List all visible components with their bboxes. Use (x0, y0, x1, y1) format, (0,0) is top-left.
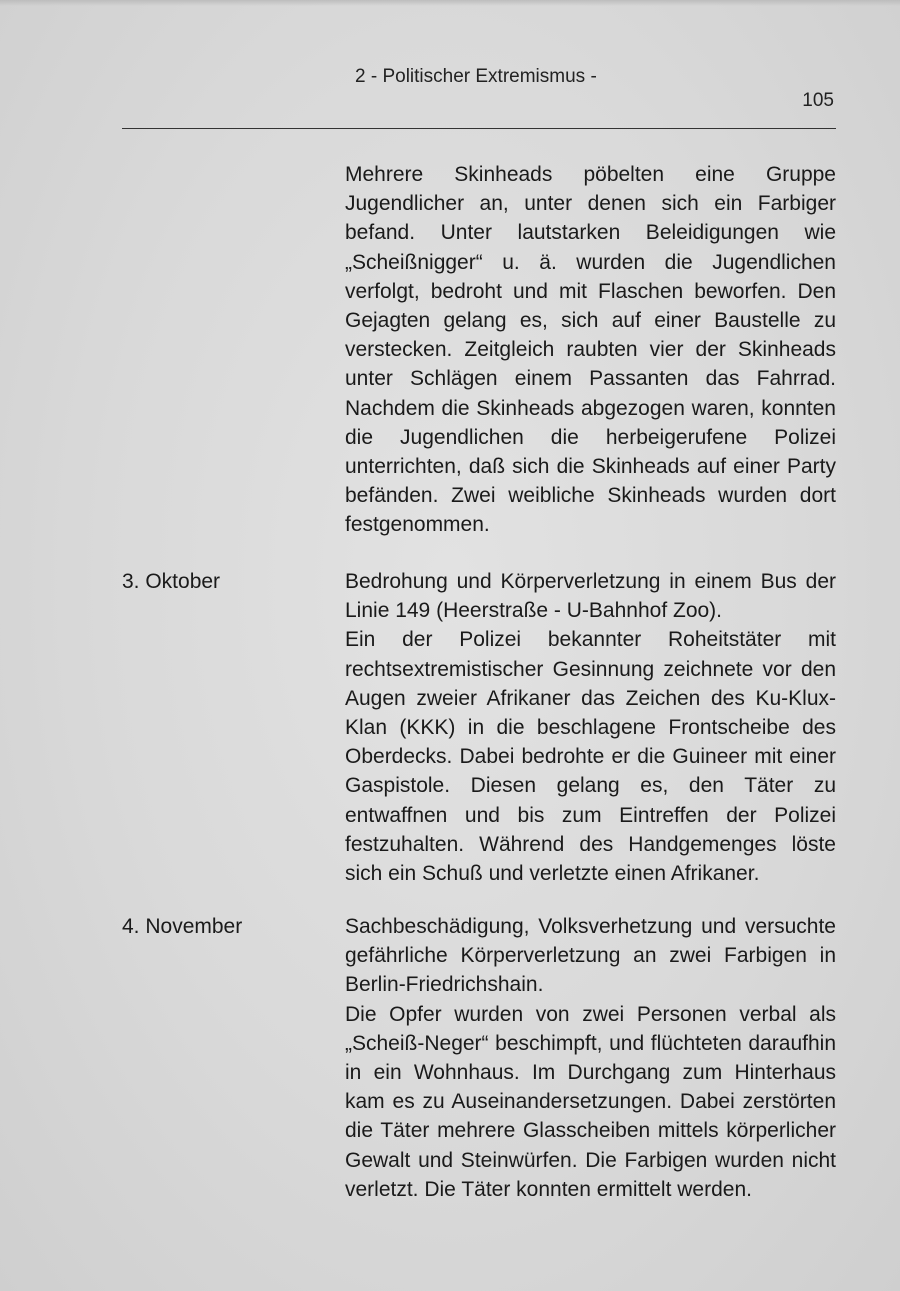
entry-paragraph: Sachbeschädigung, Volksverhetzung und versuchte gefährliche Körperverletzung an zwei Farbigen in Berlin-Friedrichshain. (345, 915, 836, 997)
entry-paragraph: Die Opfer wurden von zwei Personen verbal als „Scheiß-Neger“ beschimpft, und flüchteten daraufhin in ein Wohnhaus. Im Durchgang zum Hinterhaus kam es zu Auseinandersetzungen. Dabei zerstörten die Täter mehrere Glasscheiben mittels körperlicher Gewalt und Steinwürfen. Die Farbigen wurden nicht verletzt. Die Täter konnten ermittelt werden. (345, 1002, 836, 1201)
running-header: 2 - Politischer Extremismus - (355, 66, 597, 87)
entry-paragraph: Mehrere Skinheads pöbelten eine Gruppe Jugendlicher an, unter denen sich ein Farbiger befand. Unter lautstarken Beleidigungen wie „Scheißnigger“ u. ä. wurden die Jugendlichen verfolgt, bedroht und mit Flaschen beworfen. Den Gejagten gelang es, sich auf einer Baustelle zu verstecken. Zeitgleich raubten vier der Skinheads unter Schlägen einem Passanten das Fahrrad. Nachdem die Skinheads abgezogen waren, konnten die Jugendlichen die herbeigerufene Polizei unterrichten, daß sich die Skinheads auf einer Party befänden. Zwei weibliche Skinheads wurden dort festgenommen. (345, 163, 836, 537)
entry-paragraph: Bedrohung und Körperverletzung in einem Bus der Linie 149 (Heerstraße - U-Bahnhof Zoo). (345, 570, 836, 623)
scan-top-edge (0, 0, 900, 6)
entry-text (345, 912, 836, 1204)
page-number: 105 (802, 90, 834, 111)
entry-date: 3. Oktober (122, 570, 221, 593)
header-rule (122, 128, 836, 129)
entry-date: 4. November (122, 915, 243, 938)
entry-paragraph: Ein der Polizei bekannter Roheitstäter mit rechtsextremistischer Gesinnung zeichnete vor den Augen zweier Afrikaner das Zeichen des Ku-Klux-Klan (KKK) in die beschlagene Frontscheibe des Oberdecks. Dabei bedrohte er die Guineer mit einer Gaspistole. Diesen gelang es, den Täter zu entwaffnen und bis zum Eintreffen der Polizei festzuhalten. Während des Handgemenges löste sich ein Schuß und verletzte einen Afrikaner. (345, 628, 836, 886)
entry-text (345, 160, 836, 540)
entry-text (345, 567, 836, 888)
